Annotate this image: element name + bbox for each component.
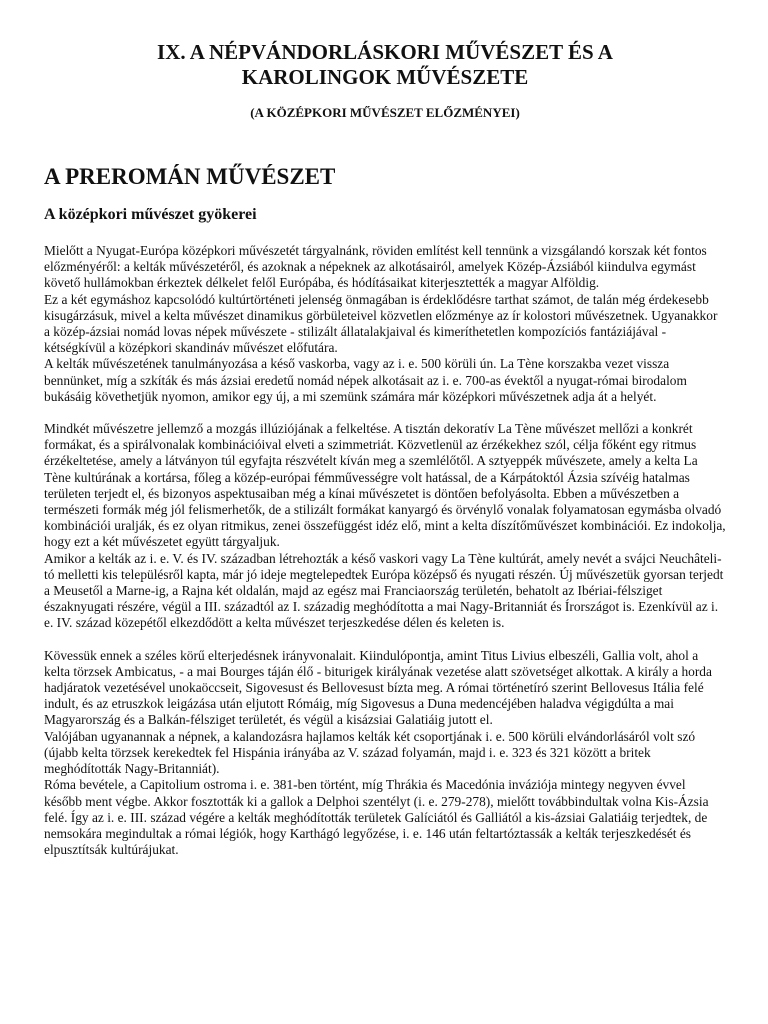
- paragraph: Kövessük ennek a széles körű elterjedésnek irányvonalait. Kiindulópontja, amint Titus Livius elbeszéli, Gallia volt, ahol a kelta törzsek Ambicatus, - a mai Bourges táján élő - biturigek királyának vezetése alatt szövetséget alkottak. A király a horda hadjáratok vezetésével unokaöccseit, Sigovesust és Bellovesust bízta meg. A római történetíró szerint Bellovesus Itália felé indult, és az etruszkok leigázása után eljutott Rómáig, míg Sigovesus a Duna medencéjében haladva végigdúlta a mai Magyarország és a Balkán-félsziget területét, és végül a kisázsiai Galatiáig jutott el.: [44, 647, 712, 728]
- paragraph-group-1: [44, 243, 726, 405]
- paragraph: Róma bevétele, a Capitolium ostroma i. e. 381-ben történt, míg Thrákia és Macedónia inváziója mintegy negyven évvel később ment végbe. Akkor fosztották ki a gallok a Delphoi szentélyt (i. e. 279-278), mielőtt továbbindultak volna Kis-Ázsia felé. Így az i. e. III. század végére a kelták meghódították területek Galíciától és Galliától a kis-ázsiai Galatiáig terjedtek, de nemsokára megindultak a római légiók, hogy Karthágó legyőzése, i. e. 146 után feltartóztassák a kelták terjeszkedését és elpusztítsák kultúrájukat.: [44, 777, 709, 858]
- paragraph: Amikor a kelták az i. e. V. és IV. században létrehozták a késő vaskori vagy La Tène kultúrát, amely nevét a svájci Neuchâteli-tó melletti kis településről kapta, már jó ideje megtelepedtek Európa középső és nyugati részén. Új művészetük gyorsan terjedt a Meusetől a Marne-ig, a Rajna két oldalán, majd az egész mai Franciaország területén, behatolt az Ibériai-félsziget északnyugati részére, végül a III. századtól az I. századig meghódította a mai Nagy-Britanniát és Írországot is. Ezenkívül az i. e. IV. század közepétől elkezdődött a kelta művészet terjeszkedése délen és keleten is.: [44, 550, 724, 631]
- chapter-title-line-1: IX. A NÉPVÁNDORLÁSKORI MŰVÉSZET ÉS A: [157, 40, 613, 64]
- body-text: [44, 243, 726, 858]
- subsection-title: A középkori művészet gyökerei: [44, 206, 257, 223]
- paragraph: A kelták művészetének tanulmányozása a késő vaskorba, vagy az i. e. 500 körüli ún. La Tène korszakba vezet vissza bennünket, míg a szkíták és más ázsiai eredetű nomád népek alkotásait az i. e. 700-as évektől a nyugat-római birodalom bukásáig követhetjük nyomon, amikor egy új, a mi szemünk számára már középkori művészetnek adja át a helyét.: [44, 356, 687, 404]
- chapter-subtitle: (A KÖZÉPKORI MŰVÉSZET ELŐZMÉNYEI): [250, 105, 520, 120]
- paragraph-group-2: [44, 421, 726, 632]
- document-page: [44, 40, 726, 874]
- chapter-title-line-2: KAROLINGOK MŰVÉSZETE: [241, 65, 529, 89]
- paragraph: Valójában ugyanannak a népnek, a kalandozásra hajlamos kelták két csoportjának i. e. 500 körüli elvándorlásáról volt szó (újabb kelta törzsek kerekedtek fel Hispánia irányába az V. század folyamán, majd i. e. 323 és 321 között a britek meghódították Nagy-Britanniát).: [44, 728, 696, 777]
- section-title: A PREROMÁN MŰVÉSZET: [44, 164, 336, 189]
- paragraph: Mielőtt a Nyugat-Európa középkori művészetét tárgyalnánk, röviden említést kell tennünk a vizsgálandó korszak két fontos előzményéről: a kelták művészetéről, és azoknak a népeknek az alkotásairól, amelyek Közép-Ázsiából kiindulva egymást követő hullámokban érkeztek délkelet felől Európába, és hódításaikat kiterjesztették a magyar Alföldig.: [44, 243, 707, 291]
- paragraph: Ez a két egymáshoz kapcsolódó kultúrtörténeti jelenség önmagában is érdeklődésre tarthat számot, de talán még érdekesebb kisugárzásuk, mivel a kelta művészet dinamikus görbületeivel közvetlen előzménye az ír kolostori művészetnek. Ugyanakkor a közép-ázsiai nomád lovas népek művészete - stilizált állatalakjaival és kimeríthetetlen kompozíciós fantáziájával - kétségkívül a középkori skandináv művészet előfutára.: [44, 291, 718, 356]
- paragraph-group-3: [44, 648, 726, 859]
- paragraph: Mindkét művészetre jellemző a mozgás illúziójának a felkeltése. A tisztán dekoratív La Tène művészet mellőzi a konkrét formákat, és a spirálvonalak kombinációival elveti a szimmetriát. Közvetlenül az érzékekhez szól, célja főként egy ritmus érzékeltetése, amely a látványon túl egyfajta részvételt kíván meg a szemlélőtől. A sztyeppék művészete, amely a kelta La Tène kultúrának a kortársa, főleg a közép-európai fémművességre volt hatással, de a Kárpátoktól Ázsia szívéig hatalmas területen terjedt el, és bizonyos aspektusaiban még a kínai művészetet is döntően befolyásolta. Ebben a művészetben a természeti formák még jól felismerhetők, de a stilizált formákat kanyargó és örvénylő vonalak folyamatosan egymásba olvadó kombinációi uralják, és ez olyan ritmikus, zenei összefüggést idéz elő, mint a kelta díszítőművészet kombinációi. Ez indokolja, hogy ezt a két művészetet együtt tárgyaljuk.: [44, 421, 726, 550]
- chapter-title: [44, 40, 726, 90]
